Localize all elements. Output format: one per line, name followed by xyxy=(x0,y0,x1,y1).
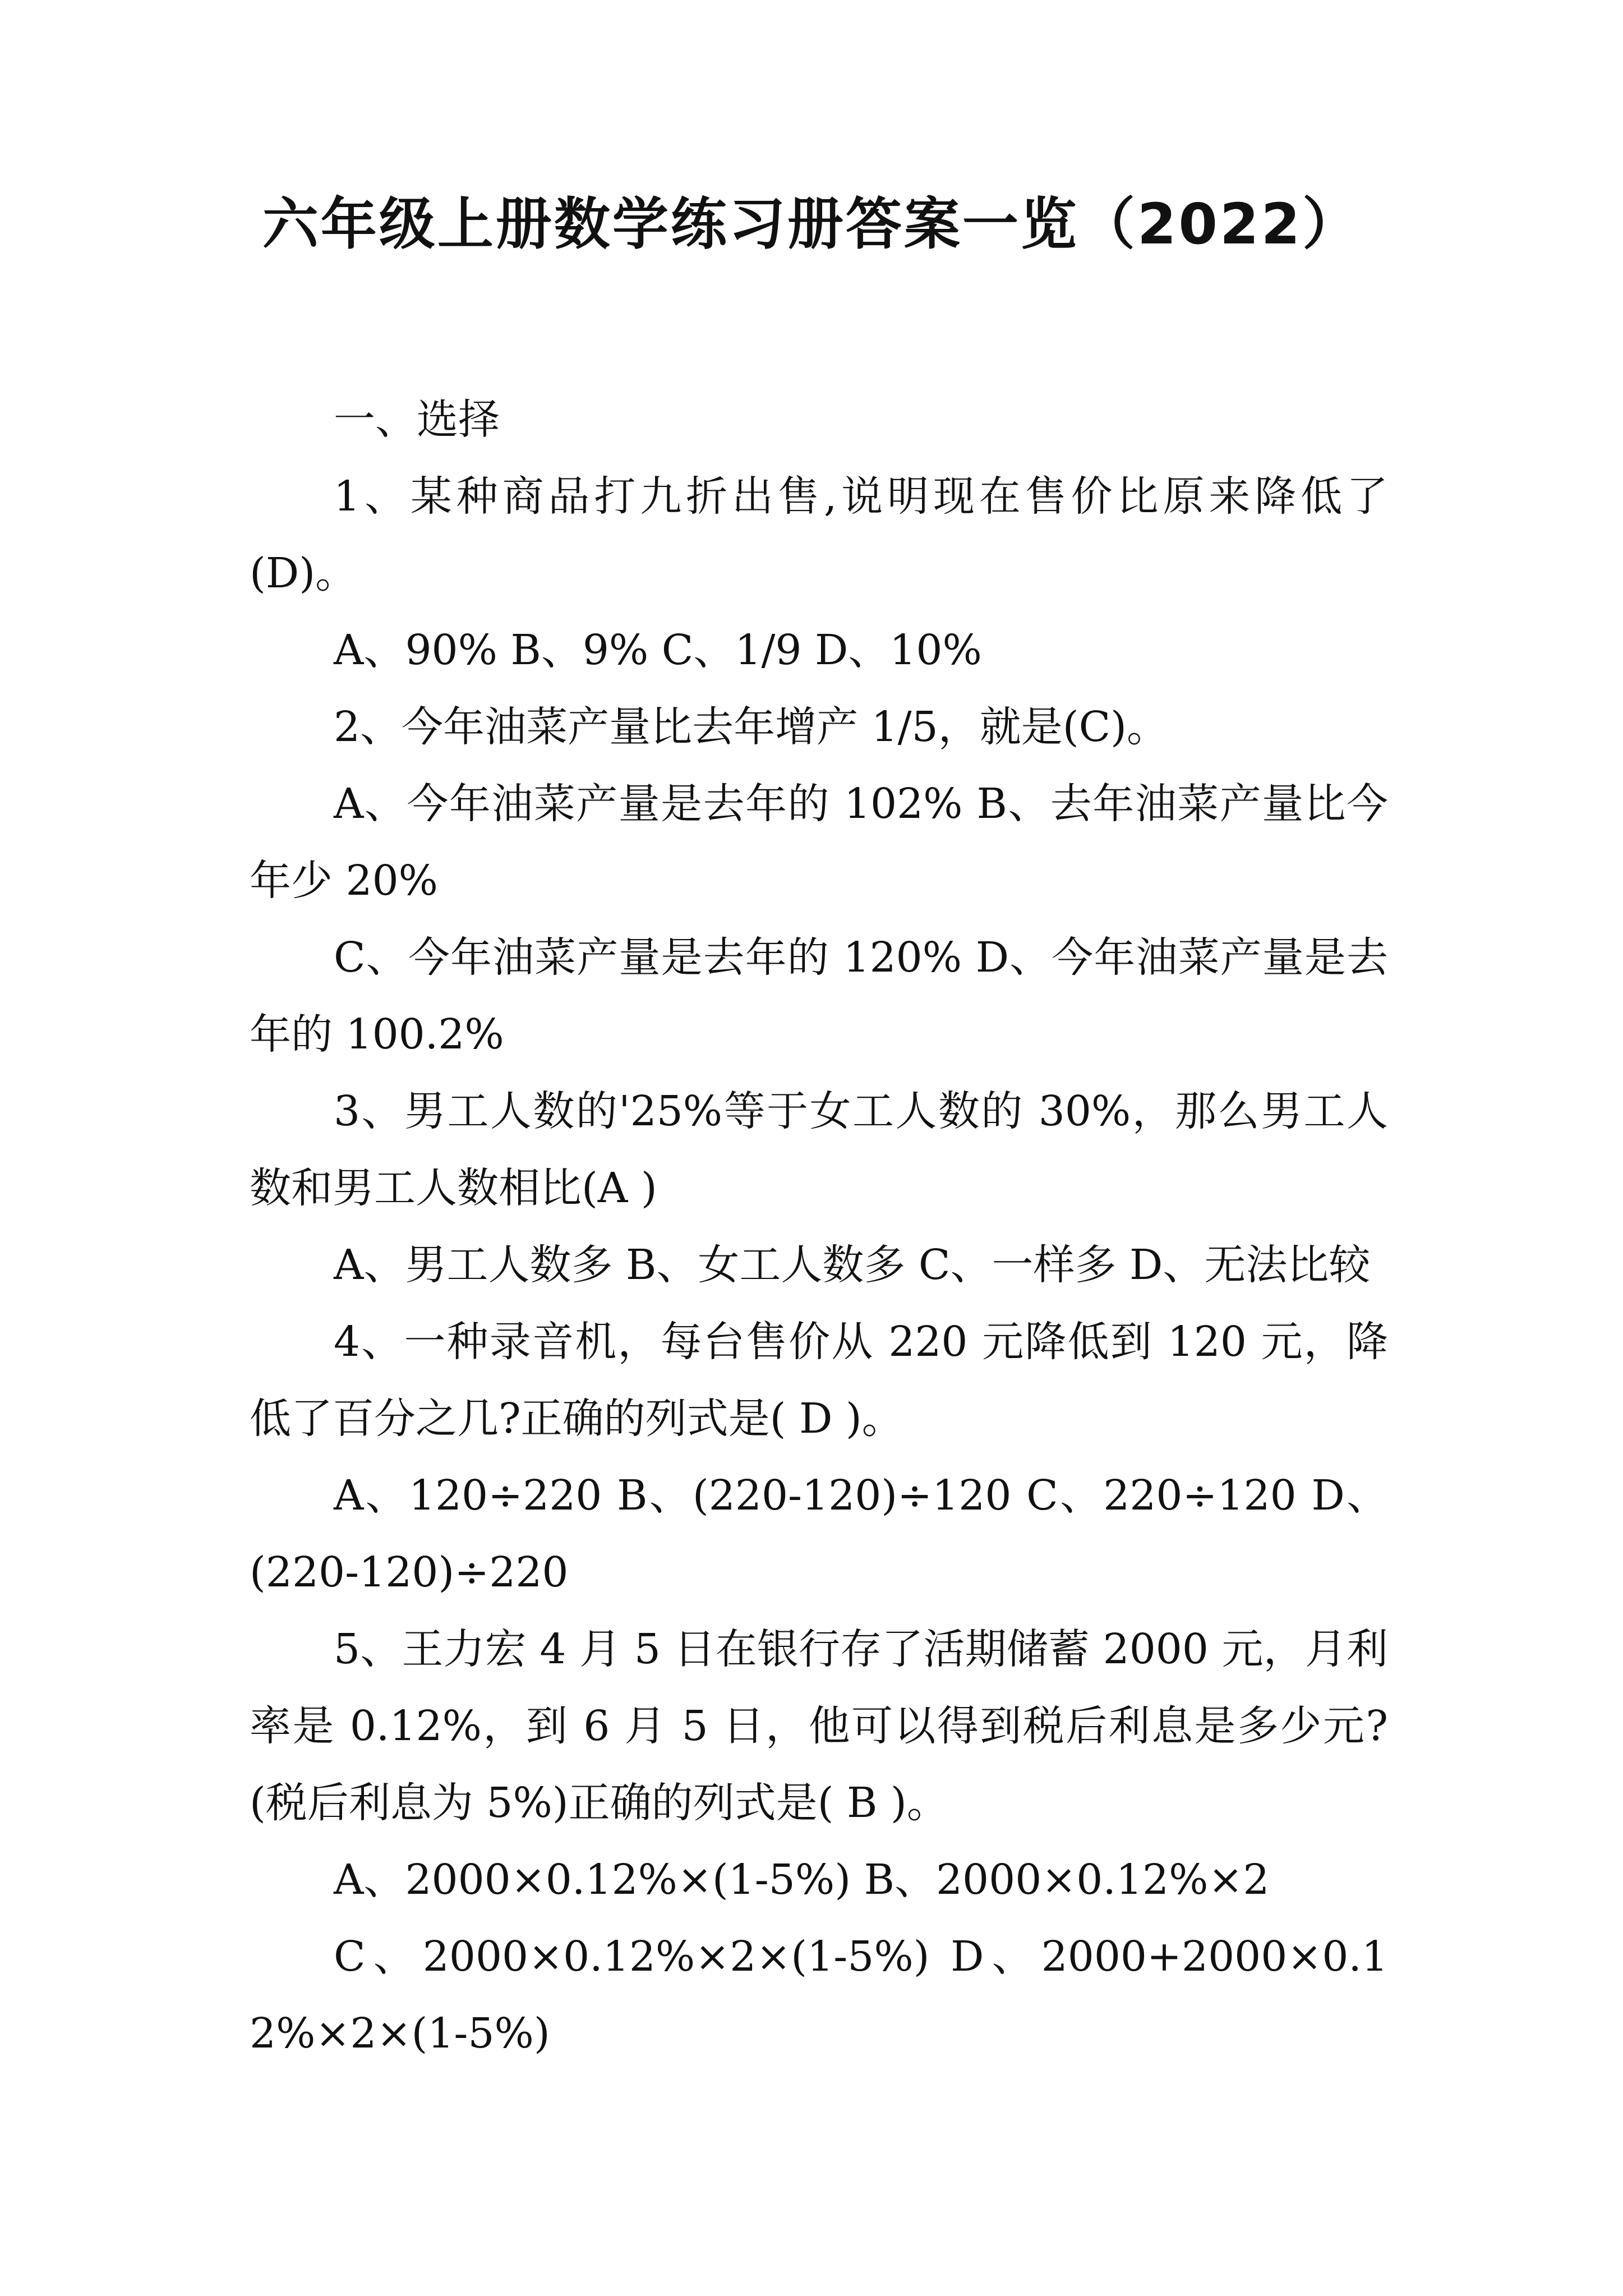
question-1: 1、某种商品打九折出售,说明现在售价比原来降低了(D)。 xyxy=(250,472,1388,597)
question-3: 3、男工人数的'25%等于女工人数的 30%，那么男工人数和男工人数相比(A ) xyxy=(250,1087,1388,1212)
document-title: 六年级上册数学练习册答案一览（2022） xyxy=(262,191,1361,257)
question-2-options-cd: C、今年油菜产量是去年的 120% D、今年油菜产量是去年的 100.2% xyxy=(250,933,1388,1059)
question-5: 5、王力宏 4 月 5 日在银行存了活期储蓄 2000 元，月利率是 0.12%，到 6 月 5 日，他可以得到税后利息是多少元?(税后利息为 5%)正确的列式是( B )。 xyxy=(250,1625,1388,1827)
question-5-options-cd: C、2000×0.12%×2×(1-5%) D、2000+2000×0.12%×2×(1-5%) xyxy=(250,1932,1388,2058)
document-body xyxy=(250,381,1388,2072)
question-4: 4、一种录音机，每台售价从 220 元降低到 120 元，降低了百分之几?正确的列式是( D )。 xyxy=(250,1318,1388,1443)
question-5-options-ab: A、2000×0.12%×(1-5%) B、2000×0.12%×2 xyxy=(334,1856,1270,1904)
question-3-options: A、男工人数多 B、女工人数多 C、一样多 D、无法比较 xyxy=(334,1241,1371,1289)
section-heading: 一、选择 xyxy=(334,395,500,444)
question-1-options: A、90% B、9% C、1/9 D、10% xyxy=(334,626,982,674)
question-4-options: A、120÷220 B、(220-120)÷120 C、220÷120 D、(220-120)÷220 xyxy=(250,1471,1388,1596)
question-2: 2、今年油菜产量比去年增产 1/5，就是(C)。 xyxy=(334,703,1169,751)
question-2-options-ab: A、今年油菜产量是去年的 102% B、去年油菜产量比今年少 20% xyxy=(250,780,1388,905)
